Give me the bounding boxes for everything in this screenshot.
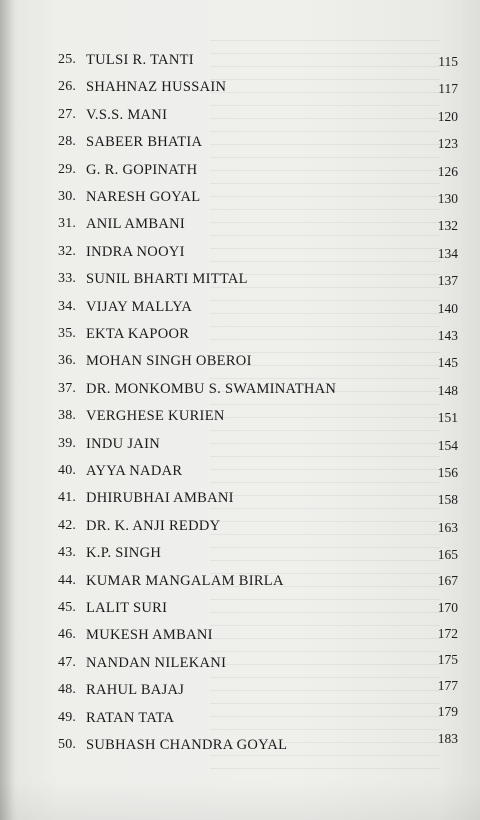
toc-entry <box>0 486 480 510</box>
entry-number: 38. <box>58 408 77 424</box>
entry-number: 35. <box>58 326 77 341</box>
entry-number: 48. <box>58 682 77 698</box>
entry-title: K.P. SINGH <box>86 545 162 562</box>
toc-entry <box>0 459 480 483</box>
entry-number: 28. <box>58 134 77 150</box>
entry-page-number: 167 <box>437 573 458 589</box>
entry-number: 41. <box>58 490 77 506</box>
entry-title: SABEER BHATIA <box>86 134 203 151</box>
entry-title: RATAN TATA <box>86 709 175 726</box>
entry-page-number: 165 <box>437 547 458 563</box>
entry-number: 33. <box>58 271 77 287</box>
entry-page-number: 179 <box>437 704 458 720</box>
toc-entry <box>0 730 480 757</box>
entry-title: INDU JAIN <box>86 435 160 452</box>
entry-number: 40. <box>58 463 77 478</box>
entry-title: G. R. GOPINATH <box>86 161 198 178</box>
toc-entry <box>0 377 480 401</box>
entry-page-number: 143 <box>437 328 458 343</box>
entry-title: DHIRUBHAI AMBANI <box>86 490 234 507</box>
entry-number: 49. <box>58 709 77 725</box>
entry-title: EKTA KAPOOR <box>86 326 190 342</box>
entry-title: INDRA NOOYI <box>86 243 185 260</box>
entry-page-number: 134 <box>437 245 458 261</box>
entry-title: DR. MONKOMBU S. SWAMINATHAN <box>86 380 337 397</box>
entry-title: ANIL AMBANI <box>86 216 186 233</box>
entry-page-number: 123 <box>437 136 458 152</box>
entry-number: 36. <box>58 353 77 369</box>
entry-title: MUKESH AMBANI <box>86 627 213 644</box>
entry-page-number: 170 <box>437 599 458 615</box>
entry-title: SUNIL BHARTI MITTAL <box>86 271 248 288</box>
entry-page-number: 126 <box>437 163 458 179</box>
entry-title: V.S.S. MANI <box>86 106 168 123</box>
entry-page-number: 156 <box>437 465 458 480</box>
entry-page-number: 163 <box>437 519 458 535</box>
entry-number: 43. <box>58 545 77 561</box>
entry-number: 26. <box>58 79 77 95</box>
entry-page-number: 175 <box>437 652 458 667</box>
toc-entry <box>0 651 480 675</box>
toc-entry <box>0 349 480 373</box>
entry-title: KUMAR MANGALAM BIRLA <box>86 572 284 589</box>
entry-title: SUBHASH CHANDRA GOYAL <box>86 737 288 753</box>
toc-entry <box>0 267 480 291</box>
entry-page-number: 154 <box>437 437 458 453</box>
entry-number: 44. <box>58 572 77 588</box>
entry-page-number: 172 <box>437 625 458 641</box>
toc-entry <box>0 295 480 319</box>
toc-entry <box>0 706 480 730</box>
toc-entry <box>0 212 480 236</box>
entry-page-number: 117 <box>438 81 458 97</box>
entry-number: 50. <box>58 737 77 752</box>
entry-title: DR. K. ANJI REDDY <box>86 517 221 534</box>
entry-number: 47. <box>58 654 77 670</box>
toc-entry <box>0 130 480 154</box>
entry-title: NANDAN NILEKANI <box>86 654 227 671</box>
entry-page-number: 183 <box>437 730 458 746</box>
entry-title: NARESH GOYAL <box>86 189 201 205</box>
entry-number: 29. <box>58 161 77 177</box>
entry-title: VERGHESE KURIEN <box>86 408 225 425</box>
toc-entry <box>0 48 480 72</box>
page-shade <box>0 780 480 820</box>
entry-title: LALIT SURI <box>86 600 168 616</box>
entry-page-number: 148 <box>437 382 458 398</box>
toc-entry <box>0 158 480 182</box>
entry-page-number: 137 <box>437 273 458 289</box>
entry-number: 37. <box>58 380 77 396</box>
toc-entry <box>0 432 480 456</box>
toc-entry <box>0 596 480 620</box>
toc-entry <box>0 322 480 346</box>
toc-entry <box>0 404 480 428</box>
entry-page-number: 132 <box>437 218 458 234</box>
entry-page-number: 151 <box>437 410 458 426</box>
entry-number: 39. <box>58 435 77 451</box>
toc-entry <box>0 541 480 565</box>
toc-entry <box>0 240 480 264</box>
entry-number: 25. <box>58 52 77 67</box>
entry-number: 34. <box>58 298 77 314</box>
entry-page-number: 130 <box>437 191 458 206</box>
entry-title: AYYA NADAR <box>86 463 183 479</box>
toc-entry <box>0 103 480 127</box>
entry-title: RAHUL BAJAJ <box>86 682 185 699</box>
toc-entry <box>0 75 480 99</box>
entry-title: MOHAN SINGH OBEROI <box>86 353 252 370</box>
entry-title: SHAHNAZ HUSSAIN <box>86 79 227 96</box>
entry-number: 30. <box>58 189 77 204</box>
entry-page-number: 140 <box>437 300 458 316</box>
entry-number: 46. <box>58 627 77 643</box>
entry-title: TULSI R. TANTI <box>86 52 194 68</box>
entry-number: 31. <box>58 216 77 232</box>
entry-title: VIJAY MALLYA <box>86 298 193 315</box>
entry-number: 27. <box>58 106 77 122</box>
entry-page-number: 177 <box>437 678 458 694</box>
toc-entry <box>0 514 480 538</box>
entry-page-number: 145 <box>437 355 458 371</box>
entry-page-number: 158 <box>437 492 458 508</box>
entry-number: 45. <box>58 600 77 615</box>
entry-page-number: 120 <box>437 108 458 124</box>
entry-number: 32. <box>58 243 77 259</box>
toc-entry <box>0 623 480 647</box>
entry-page-number: 115 <box>438 54 458 69</box>
toc-entry <box>0 678 480 702</box>
toc-entry <box>0 185 480 209</box>
entry-number: 42. <box>58 517 77 533</box>
toc-entry <box>0 569 480 593</box>
